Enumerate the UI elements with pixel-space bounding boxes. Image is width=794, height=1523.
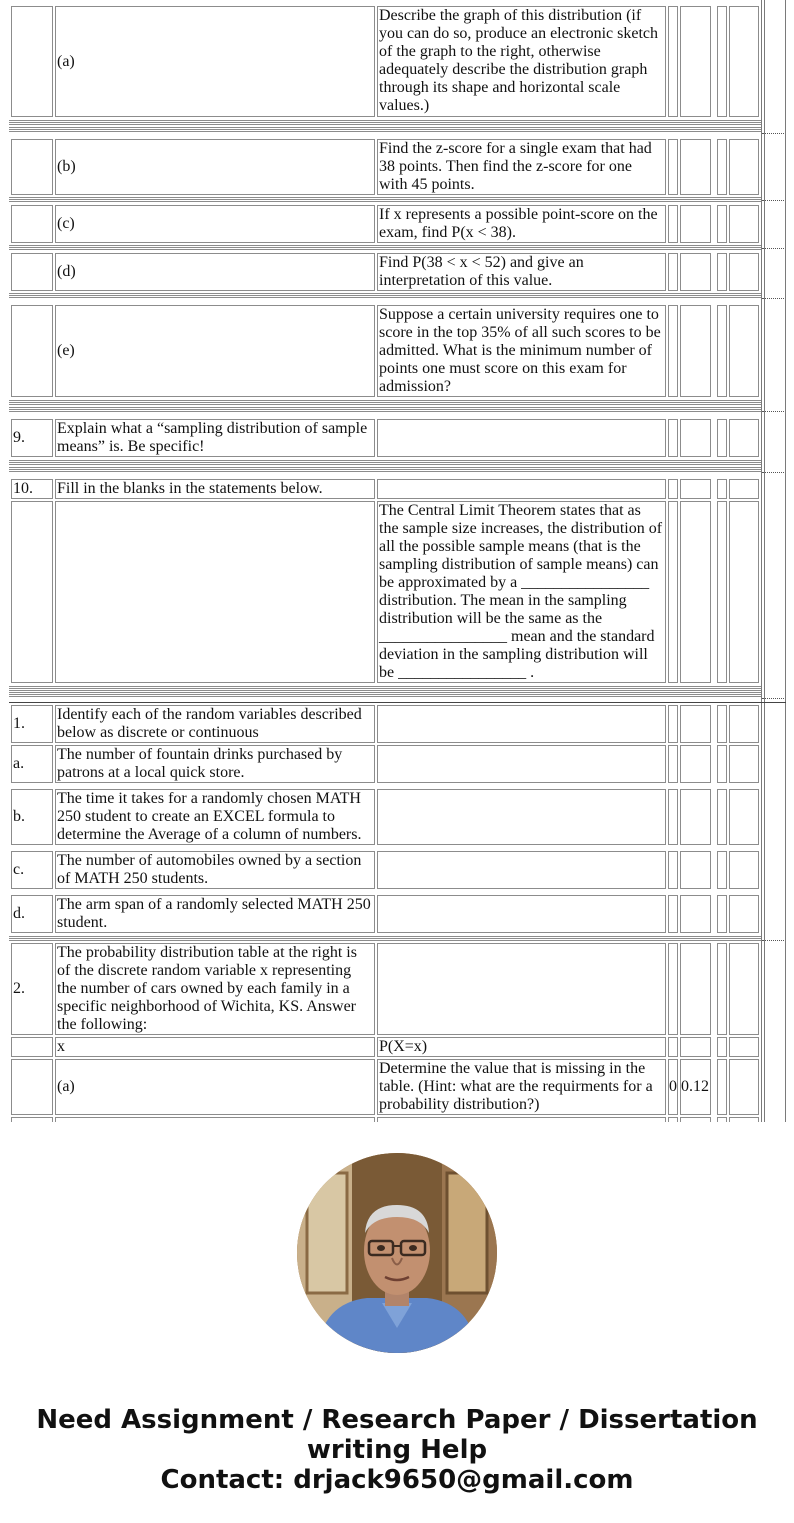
column-header-probability: P(X=x) (377, 1037, 666, 1057)
question-text: Describe the graph of this distribution (if you can do so, produce an electronic sketch of the graph to the right, otherwise adequately describe the distribution graph through its shape and horizontal scale values.) (377, 6, 666, 117)
column-header-x: x (55, 1037, 375, 1057)
row-separator (9, 407, 761, 412)
question-text: The probability distribution table at the right is of the discrete random variable x representing the number of cars owned by each family in a specific neighborhood of Wichita, KS. Answer the following: (55, 943, 375, 1035)
question-text: Explain what a “sampling distribution of sample means” is. Be specific! (55, 419, 375, 457)
question-text: If x represents a possible point-score on the exam, find P(x < 38). (377, 205, 666, 243)
dotted-leader (762, 469, 784, 473)
row-separator (9, 692, 761, 697)
question-text: Suppose a certain university requires one to score in the top 35% of all such scores to be admitted. What is the minimum number of points one must score on this exam for admission? (377, 305, 666, 397)
question-text: Find P(38 < x < 52) and give an interpretation of this value. (377, 253, 666, 291)
part-label: (a) (55, 1059, 375, 1115)
table-border-line (761, 0, 762, 1122)
author-avatar (297, 1153, 497, 1353)
row-separator (9, 245, 761, 250)
part-label: (e) (55, 305, 375, 397)
question-number: 1. (11, 705, 53, 743)
table-probability-value: 0.12 (680, 1059, 711, 1115)
question-text: Find the z-score for a single exam that had 38 points. Then find the z-score for one with 45 points. (377, 139, 666, 195)
question-text: Fill in the blanks in the statements below. (55, 479, 375, 499)
part-label: (b) (55, 139, 375, 195)
table-border-line (785, 0, 786, 1122)
row-separator (9, 127, 761, 132)
promo-contact[interactable]: Contact: drjack9650@gmail.com (160, 1465, 634, 1495)
author-photo (297, 1153, 497, 1353)
table-x-value: 0 (668, 1059, 678, 1115)
part-label: (d) (55, 253, 375, 291)
question-number: 10. (11, 479, 53, 499)
row-separator (9, 197, 761, 202)
question-number: b. (11, 789, 53, 845)
clt-statement: The Central Limit Theorem states that as the sample size increases, the distribution of all the possible sample means (that is the sampling distribution of sample means) can be approximated by a ________________ distribution. The mean in the sampling distribution will be the same as the ________________ mean and the standard deviation in the sampling distribution will be ________________ . (377, 501, 666, 683)
part-label: (c) (55, 205, 375, 243)
promo-headline: Need Assignment / Research Paper / Dissertation (36, 1405, 758, 1435)
row-separator (9, 400, 761, 405)
row-separator (9, 467, 761, 472)
question-number: 2. (11, 943, 53, 1035)
dotted-leader (762, 197, 784, 201)
table-border-line (764, 0, 765, 1122)
row-separator (9, 293, 761, 298)
row-separator (9, 120, 761, 125)
question-number: d. (11, 895, 53, 933)
dotted-leader (762, 130, 784, 134)
question-text: The arm span of a randomly selected MATH 250 student. (55, 895, 375, 933)
part-label: (a) (55, 6, 375, 117)
promo-subline: writing Help (306, 1435, 488, 1465)
question-number: c. (11, 851, 53, 889)
dotted-leader (762, 295, 784, 299)
row-separator (9, 686, 761, 691)
section-divider (9, 702, 786, 703)
question-text: Determine the value that is missing in the table. (Hint: what are the requirments for a probability distribution?) (377, 1059, 666, 1115)
dotted-leader (762, 408, 784, 412)
dotted-leader (762, 245, 784, 249)
question-text: The time it takes for a randomly chosen MATH 250 student to create an EXCEL formula to determine the Average of a column of numbers. (55, 789, 375, 845)
question-text: Identify each of the random variables described below as discrete or continuous (55, 705, 375, 743)
dotted-leader (762, 695, 784, 699)
question-text: The number of automobiles owned by a section of MATH 250 students. (55, 851, 375, 889)
row-separator (9, 936, 761, 941)
dotted-leader (762, 937, 784, 941)
row-separator (9, 460, 761, 465)
question-text: The number of fountain drinks purchased by patrons at a local quick store. (55, 745, 375, 783)
question-number: a. (11, 745, 53, 783)
question-number: 9. (11, 419, 53, 457)
